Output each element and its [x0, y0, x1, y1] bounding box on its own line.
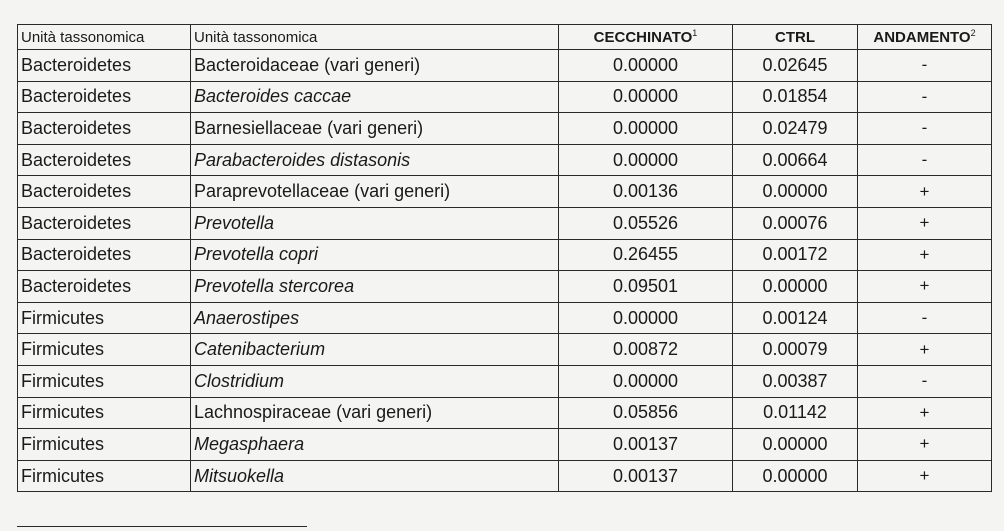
table-row	[18, 302, 992, 334]
cell-ctrl-value: 0.00664	[733, 144, 858, 176]
header-andamento-label: ANDAMENTO	[873, 29, 971, 46]
cell-ctrl-value: 0.00000	[733, 429, 858, 461]
cell-ctrl-value: 0.00079	[733, 334, 858, 366]
cell-trend: +	[858, 271, 992, 303]
cell-phylum: Firmicutes	[18, 429, 191, 461]
cell-cecchinato-value: 0.00137	[559, 429, 733, 461]
cell-trend: -	[858, 113, 992, 145]
cell-trend: +	[858, 397, 992, 429]
cell-taxon: Anaerostipes	[191, 302, 559, 334]
table-row	[18, 365, 992, 397]
cell-cecchinato-value: 0.00000	[559, 113, 733, 145]
cell-cecchinato-value: 0.09501	[559, 271, 733, 303]
footnote-separator	[17, 526, 307, 527]
cell-cecchinato-value: 0.00000	[559, 302, 733, 334]
table-row	[18, 50, 992, 82]
cell-cecchinato-value: 0.26455	[559, 239, 733, 271]
cell-trend: -	[858, 144, 992, 176]
taxonomy-table	[17, 24, 992, 492]
cell-taxon: Mitsuokella	[191, 460, 559, 492]
cell-taxon: Prevotella	[191, 207, 559, 239]
cell-trend: -	[858, 302, 992, 334]
cell-phylum: Bacteroidetes	[18, 239, 191, 271]
table-body	[18, 50, 992, 492]
cell-cecchinato-value: 0.05856	[559, 397, 733, 429]
footnote-marker-2: 2	[970, 28, 976, 38]
cell-ctrl-value: 0.01142	[733, 397, 858, 429]
cell-cecchinato-value: 0.00000	[559, 81, 733, 113]
table-row	[18, 144, 992, 176]
table-row	[18, 81, 992, 113]
cell-phylum: Firmicutes	[18, 365, 191, 397]
footnote-marker-1: 1	[692, 28, 698, 38]
cell-trend: -	[858, 365, 992, 397]
cell-ctrl-value: 0.00000	[733, 176, 858, 208]
cell-phylum: Bacteroidetes	[18, 81, 191, 113]
cell-ctrl-value: 0.00076	[733, 207, 858, 239]
cell-trend: +	[858, 460, 992, 492]
cell-taxon: Prevotella stercorea	[191, 271, 559, 303]
cell-trend: +	[858, 207, 992, 239]
cell-taxon: Megasphaera	[191, 429, 559, 461]
table-row	[18, 176, 992, 208]
cell-trend: +	[858, 239, 992, 271]
cell-cecchinato-value: 0.00000	[559, 144, 733, 176]
cell-taxon: Barnesiellaceae (vari generi)	[191, 113, 559, 145]
cell-taxon: Bacteroides caccae	[191, 81, 559, 113]
cell-ctrl-value: 0.00387	[733, 365, 858, 397]
table-row	[18, 113, 992, 145]
cell-trend: -	[858, 50, 992, 82]
cell-taxon: Lachnospiraceae (vari generi)	[191, 397, 559, 429]
header-cecchinato	[559, 25, 733, 50]
header-taxonomic-unit-2: Unità tassonomica	[191, 25, 559, 50]
cell-taxon: Prevotella copri	[191, 239, 559, 271]
table-row	[18, 397, 992, 429]
table-header	[18, 25, 992, 50]
header-ctrl: CTRL	[733, 25, 858, 50]
cell-ctrl-value: 0.02645	[733, 50, 858, 82]
table-row	[18, 271, 992, 303]
header-row	[18, 25, 992, 50]
cell-phylum: Bacteroidetes	[18, 113, 191, 145]
cell-phylum: Firmicutes	[18, 397, 191, 429]
header-andamento	[858, 25, 992, 50]
cell-cecchinato-value: 0.00000	[559, 365, 733, 397]
cell-cecchinato-value: 0.00872	[559, 334, 733, 366]
cell-ctrl-value: 0.00172	[733, 239, 858, 271]
cell-phylum: Firmicutes	[18, 302, 191, 334]
cell-trend: +	[858, 429, 992, 461]
header-taxonomic-unit-1: Unità tassonomica	[18, 25, 191, 50]
cell-ctrl-value: 0.00000	[733, 460, 858, 492]
cell-ctrl-value: 0.00124	[733, 302, 858, 334]
table-row	[18, 239, 992, 271]
cell-trend: +	[858, 334, 992, 366]
header-cecchinato-label: CECCHINATO	[593, 29, 693, 46]
cell-taxon: Bacteroidaceae (vari generi)	[191, 50, 559, 82]
cell-trend: +	[858, 176, 992, 208]
cell-phylum: Bacteroidetes	[18, 50, 191, 82]
cell-trend: -	[858, 81, 992, 113]
cell-taxon: Paraprevotellaceae (vari generi)	[191, 176, 559, 208]
cell-taxon: Clostridium	[191, 365, 559, 397]
cell-taxon: Parabacteroides distasonis	[191, 144, 559, 176]
cell-cecchinato-value: 0.05526	[559, 207, 733, 239]
cell-phylum: Bacteroidetes	[18, 271, 191, 303]
table-row	[18, 207, 992, 239]
cell-ctrl-value: 0.02479	[733, 113, 858, 145]
cell-phylum: Bacteroidetes	[18, 176, 191, 208]
cell-phylum: Firmicutes	[18, 460, 191, 492]
cell-taxon: Catenibacterium	[191, 334, 559, 366]
table-row	[18, 429, 992, 461]
cell-ctrl-value: 0.00000	[733, 271, 858, 303]
cell-cecchinato-value: 0.00137	[559, 460, 733, 492]
cell-phylum: Bacteroidetes	[18, 144, 191, 176]
cell-cecchinato-value: 0.00000	[559, 50, 733, 82]
cell-phylum: Bacteroidetes	[18, 207, 191, 239]
cell-phylum: Firmicutes	[18, 334, 191, 366]
table-row	[18, 460, 992, 492]
table-row	[18, 334, 992, 366]
cell-ctrl-value: 0.01854	[733, 81, 858, 113]
cell-cecchinato-value: 0.00136	[559, 176, 733, 208]
